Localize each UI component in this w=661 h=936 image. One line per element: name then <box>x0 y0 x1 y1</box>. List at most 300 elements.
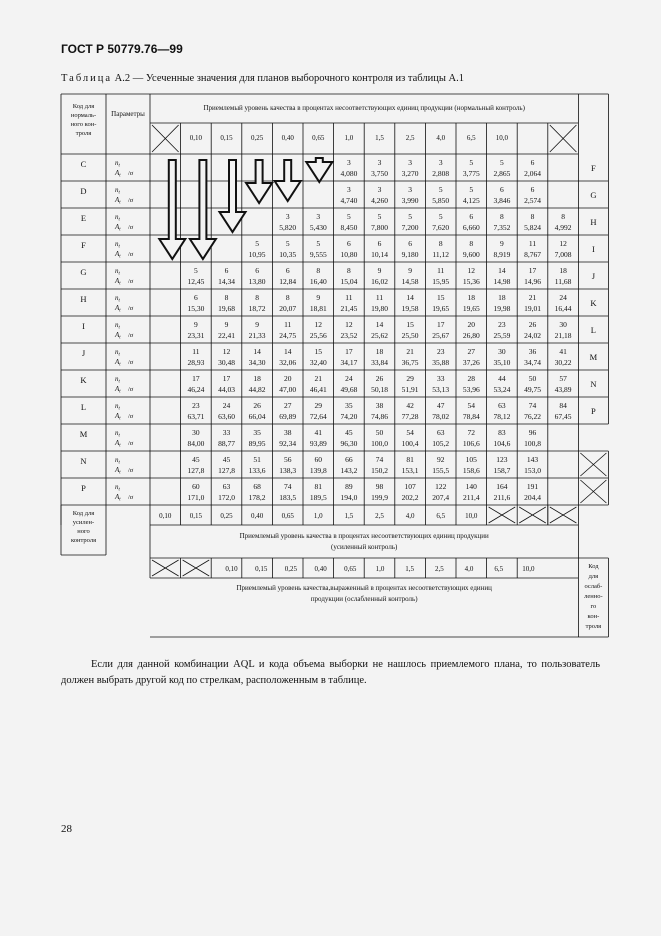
cell-a-value: 93,89 <box>309 439 327 448</box>
cell-a-value: 88,77 <box>218 439 235 448</box>
cell-n-value: 81 <box>406 455 414 464</box>
row-right-code: K <box>590 298 597 308</box>
cell-n-value: 41 <box>314 428 323 437</box>
cell-n-value: 5 <box>469 185 474 194</box>
cell-n-value: 6 <box>224 266 229 275</box>
cell-n-value: 14 <box>406 293 414 302</box>
cell-n-value: 84 <box>559 401 567 410</box>
cell-a-value: 4,125 <box>462 196 480 205</box>
cell-a-value: 4,080 <box>340 169 358 178</box>
cell-a-value: 199,9 <box>371 493 388 502</box>
cell-a-value: 18,72 <box>248 304 266 313</box>
aql-reduced-value: 1,0 <box>375 565 385 573</box>
cell-n-value: 17 <box>192 374 200 383</box>
cell-n-value: 9 <box>500 239 504 248</box>
cell-n-value: 38 <box>375 401 384 410</box>
cell-a-value: 171,0 <box>187 493 205 502</box>
cell-a-value: 189,5 <box>309 493 327 502</box>
cell-n-value: 17 <box>436 320 445 329</box>
aql-value-header: 1,0 <box>344 134 354 142</box>
cell-n-value: 3 <box>285 212 290 221</box>
cell-a-value: 15,04 <box>340 277 358 286</box>
down-arrow <box>246 160 272 203</box>
cell-a-value: 204,4 <box>524 493 541 502</box>
param-suffix: /σ <box>128 494 134 501</box>
param-suffix: /σ <box>128 278 134 285</box>
cell-n-value: 15 <box>406 320 414 329</box>
cell-a-value: 78,12 <box>493 412 511 421</box>
reduced-label: Приемлемый уровень качества,выраженный в процентах несоответствующих единиц <box>236 584 492 592</box>
cell-n-value: 30 <box>192 428 200 437</box>
cell-n-value: 8 <box>347 266 351 275</box>
param-n-label: $n_t$ <box>115 375 120 385</box>
tightened-code-header: Код для <box>72 510 95 517</box>
cell-a-value: 24,75 <box>279 331 297 340</box>
cell-a-value: 2,808 <box>432 169 450 178</box>
cell-n-value: 45 <box>192 455 200 464</box>
param-n-label: $n_t$ <box>115 294 120 304</box>
cell-n-value: 14 <box>498 266 506 275</box>
tightened-label: Приемлемый уровень качества в процентах несоответствующих единиц продукции <box>239 532 489 540</box>
down-arrow <box>159 160 185 259</box>
row-code: P <box>81 483 86 493</box>
aql-tightened-value: 0,10 <box>159 512 172 520</box>
param-n-label: $n_t$ <box>115 321 120 331</box>
param-suffix: /σ <box>128 251 134 258</box>
down-arrow <box>190 160 216 259</box>
cell-a-value: 5,824 <box>524 223 541 232</box>
aql-reduced-value: 0,25 <box>284 565 298 573</box>
cell-n-value: 23 <box>192 401 200 410</box>
param-n-label: $n_t$ <box>115 213 120 223</box>
aql-value-header: 10,0 <box>495 134 509 142</box>
cell-a-value: 24,02 <box>524 331 541 340</box>
cell-n-value: 26 <box>375 374 384 383</box>
cell-a-value: 44,03 <box>218 385 235 394</box>
cell-a-value: 53,13 <box>432 385 450 394</box>
cell-n-value: 89 <box>345 482 353 491</box>
row-code: J <box>81 348 86 358</box>
cell-a-value: 211,6 <box>493 493 511 502</box>
cell-a-value: 32,06 <box>279 358 297 367</box>
aql-tightened-value: 4,0 <box>405 512 415 520</box>
cell-a-value: 35,10 <box>493 358 511 367</box>
cell-a-value: 7,620 <box>432 223 450 232</box>
cell-a-value: 63,60 <box>218 412 235 421</box>
param-n-label: $n_t$ <box>115 456 120 466</box>
row-right-code: N <box>590 379 597 389</box>
reduced-code-header: троля <box>585 623 602 630</box>
cell-n-value: 6 <box>194 293 198 302</box>
cell-n-value: 5 <box>438 185 443 194</box>
cell-a-value: 12,84 <box>279 277 297 286</box>
cell-a-value: 172,0 <box>218 493 235 502</box>
cell-n-value: 11 <box>345 293 353 302</box>
aql-value-header: 2,5 <box>405 134 415 142</box>
row-right-code: G <box>590 190 597 200</box>
cell-a-value: 2,064 <box>524 169 541 178</box>
cell-n-value: 9 <box>194 320 198 329</box>
cell-n-value: 12 <box>467 266 476 275</box>
aql-value-header: 1,5 <box>375 134 384 142</box>
param-n-label: $n_t$ <box>115 348 120 358</box>
tightened-code-header: усилен- <box>72 519 95 526</box>
cell-a-value: 22,41 <box>218 331 235 340</box>
row-right-code: P <box>591 406 596 416</box>
cell-a-value: 44,82 <box>248 385 266 394</box>
cell-a-value: 150,2 <box>371 466 388 475</box>
param-a-label: $A_t$ <box>115 493 121 503</box>
param-n-label: $n_t$ <box>115 240 120 250</box>
cell-n-value: 63 <box>498 401 506 410</box>
cell-a-value: 36,75 <box>401 358 419 367</box>
cell-a-value: 76,22 <box>524 412 541 421</box>
cell-n-value: 105 <box>465 455 477 464</box>
cell-a-value: 100,8 <box>524 439 541 448</box>
cell-n-value: 18 <box>559 266 567 275</box>
cell-a-value: 14,98 <box>493 277 511 286</box>
code-column-header: нормаль- <box>70 112 97 119</box>
cell-a-value: 25,56 <box>309 331 327 340</box>
aql-tightened-value: 10,0 <box>465 512 478 520</box>
cell-n-value: 9 <box>316 293 321 302</box>
cell-n-value: 11 <box>192 347 200 356</box>
row-right-code: H <box>590 217 597 227</box>
cell-n-value: 30 <box>559 320 567 329</box>
code-column-header: Код для <box>72 103 95 110</box>
cell-a-value: 207,4 <box>432 493 450 502</box>
cell-a-value: 3,750 <box>371 169 388 178</box>
cell-a-value: 127,8 <box>187 466 205 475</box>
aql-value-header: 0,65 <box>312 134 325 142</box>
cell-a-value: 8,919 <box>493 250 511 259</box>
cell-n-value: 17 <box>528 266 537 275</box>
cell-a-value: 69,89 <box>279 412 297 421</box>
cell-n-value: 12 <box>559 239 567 248</box>
cell-a-value: 25,50 <box>401 331 419 340</box>
cell-n-value: 26 <box>528 320 537 329</box>
cell-n-value: 96 <box>528 428 537 437</box>
cell-a-value: 14,34 <box>218 277 235 286</box>
cell-n-value: 24 <box>222 401 231 410</box>
cell-a-value: 37,26 <box>462 358 480 367</box>
param-a-label: $A_t$ <box>115 196 121 206</box>
sampling-plans-table <box>61 94 603 637</box>
cell-n-value: 50 <box>375 428 384 437</box>
aql-reduced-value: 0,65 <box>344 565 357 573</box>
cell-n-value: 68 <box>253 482 261 491</box>
cell-a-value: 77,28 <box>401 412 419 421</box>
aql-reduced-value: 6,5 <box>494 565 504 573</box>
cell-n-value: 63 <box>436 428 445 437</box>
cell-n-value: 8 <box>316 266 321 275</box>
aql-reduced-value: 0,40 <box>314 565 327 573</box>
cell-n-value: 57 <box>559 374 567 383</box>
cell-a-value: 53,96 <box>462 385 480 394</box>
cell-n-value: 66 <box>345 455 353 464</box>
cell-n-value: 38 <box>283 428 292 437</box>
param-suffix: /σ <box>128 386 134 393</box>
row-code: H <box>80 294 87 304</box>
cell-a-value: 67,45 <box>554 412 572 421</box>
cell-n-value: 54 <box>467 401 476 410</box>
cell-a-value: 158,7 <box>493 466 511 475</box>
row-right-code: J <box>591 271 596 281</box>
cell-a-value: 143,2 <box>340 466 358 475</box>
row-right-code: M <box>589 352 598 362</box>
param-a-label: $A_t$ <box>115 169 121 179</box>
cell-n-value: 5 <box>347 212 351 221</box>
cell-n-value: 72 <box>467 428 476 437</box>
params-column-header: Параметры <box>111 110 145 118</box>
cell-a-value: 33,84 <box>371 358 388 367</box>
cell-n-value: 41 <box>559 347 567 356</box>
cell-a-value: 34,30 <box>248 358 266 367</box>
cell-a-value: 47,00 <box>279 385 297 394</box>
cell-a-value: 89,95 <box>248 439 266 448</box>
param-a-label: $A_t$ <box>115 412 121 422</box>
cell-n-value: 6 <box>500 185 504 194</box>
cell-n-value: 18 <box>253 374 261 383</box>
cell-n-value: 24 <box>345 374 353 383</box>
cell-n-value: 35 <box>345 401 353 410</box>
param-a-label: $A_t$ <box>115 223 121 233</box>
cell-a-value: 19,58 <box>401 304 419 313</box>
aql-reduced-value: 2,5 <box>434 565 444 573</box>
cell-n-value: 6 <box>255 266 259 275</box>
cell-n-value: 8 <box>255 293 259 302</box>
row-code: I <box>82 321 85 331</box>
param-n-label: $n_t$ <box>115 267 120 277</box>
cell-a-value: 25,62 <box>371 331 388 340</box>
cell-n-value: 21 <box>406 347 414 356</box>
param-a-label: $A_t$ <box>115 304 121 314</box>
reduced-code-header: ослаб- <box>584 583 603 590</box>
cell-a-value: 5,820 <box>279 223 297 232</box>
code-column-header: троля <box>75 130 92 137</box>
cell-a-value: 4,260 <box>371 196 388 205</box>
code-column-header: ного кон- <box>70 121 97 128</box>
param-suffix: /σ <box>128 224 134 231</box>
cell-n-value: 33 <box>436 374 445 383</box>
aql-tightened-value: 0,65 <box>281 512 294 520</box>
param-suffix: /σ <box>128 305 134 312</box>
footnote-paragraph: Если для данной комбинации AQL и кода объема выборки не нашлось приемлемого плана, то пользователь должен выбрать другой код по стрелкам, расположенным в таблице. <box>61 659 600 686</box>
aql-value-header: 0,40 <box>281 134 294 142</box>
row-right-code: I <box>591 244 595 254</box>
reduced-label: продукции (ослабленный контроль) <box>310 595 418 603</box>
cell-a-value: 10,35 <box>279 250 297 259</box>
cell-a-value: 74,86 <box>371 412 388 421</box>
param-a-label: $A_t$ <box>115 439 121 449</box>
row-code: M <box>79 429 88 439</box>
cell-n-value: 6 <box>285 266 290 275</box>
cell-a-value: 10,95 <box>248 250 266 259</box>
reduced-code-header: кон- <box>587 613 600 620</box>
cell-a-value: 72,64 <box>309 412 327 421</box>
cell-a-value: 23,52 <box>340 331 358 340</box>
down-arrow <box>306 158 332 182</box>
cell-a-value: 15,30 <box>187 304 205 313</box>
cell-a-value: 49,68 <box>340 385 358 394</box>
cell-a-value: 53,24 <box>493 385 511 394</box>
cell-a-value: 14,58 <box>401 277 419 286</box>
cell-n-value: 3 <box>316 212 321 221</box>
cell-n-value: 9 <box>408 266 412 275</box>
cell-a-value: 11,68 <box>554 277 572 286</box>
cell-a-value: 7,352 <box>493 223 511 232</box>
cell-n-value: 23 <box>436 347 445 356</box>
cell-a-value: 6,660 <box>462 223 480 232</box>
cell-a-value: 35,88 <box>432 358 450 367</box>
cell-n-value: 8 <box>224 293 229 302</box>
aql-value-header: 0,15 <box>220 134 233 142</box>
cell-n-value: 63 <box>222 482 231 491</box>
cell-n-value: 6 <box>347 239 351 248</box>
aql-reduced-value: 1,5 <box>405 565 415 573</box>
cell-n-value: 164 <box>496 482 508 491</box>
tightened-code-header: ного <box>77 528 90 535</box>
cell-a-value: 5,850 <box>432 196 450 205</box>
table-grid <box>61 94 603 637</box>
cell-a-value: 7,200 <box>401 223 419 232</box>
cell-a-value: 78,84 <box>462 412 480 421</box>
cell-n-value: 27 <box>283 401 292 410</box>
cell-a-value: 25,67 <box>432 331 450 340</box>
cell-n-value: 8 <box>285 293 290 302</box>
tightened-label: (усиленный контроль) <box>331 543 398 551</box>
cell-a-value: 96,30 <box>340 439 358 448</box>
aql-reduced-value: 4,0 <box>464 565 474 573</box>
row-code: D <box>80 186 87 196</box>
cell-n-value: 98 <box>375 482 384 491</box>
cell-n-value: 3 <box>408 185 412 194</box>
cell-a-value: 9,555 <box>309 250 327 259</box>
cell-a-value: 139,8 <box>309 466 327 475</box>
param-a-label: $A_t$ <box>115 331 121 341</box>
cell-n-value: 74 <box>375 455 384 464</box>
cell-n-value: 3 <box>377 158 382 167</box>
cell-n-value: 54 <box>406 428 414 437</box>
reduced-code-header: Код <box>588 563 599 570</box>
cell-n-value: 11 <box>284 320 292 329</box>
cell-a-value: 19,65 <box>462 304 480 313</box>
cell-n-value: 6 <box>530 185 535 194</box>
caption-label: Таблица <box>61 73 113 84</box>
cell-n-value: 5 <box>255 239 259 248</box>
cell-n-value: 9 <box>255 320 259 329</box>
cell-a-value: 2,574 <box>524 196 541 205</box>
cell-n-value: 18 <box>498 293 506 302</box>
cell-n-value: 12 <box>222 347 231 356</box>
cell-n-value: 56 <box>283 455 292 464</box>
cell-n-value: 8 <box>469 239 474 248</box>
cell-a-value: 8,767 <box>524 250 541 259</box>
aql-value-header: 6,5 <box>466 134 476 142</box>
cell-a-value: 19,98 <box>493 304 511 313</box>
cell-n-value: 26 <box>253 401 261 410</box>
cell-n-value: 14 <box>283 347 292 356</box>
cell-a-value: 74,20 <box>340 412 358 421</box>
cell-n-value: 5 <box>377 212 382 221</box>
cell-a-value: 15,95 <box>432 277 450 286</box>
cell-n-value: 8 <box>530 212 535 221</box>
reduced-code-header: для <box>588 573 599 580</box>
param-suffix: /σ <box>128 332 134 339</box>
row-code: K <box>80 375 87 385</box>
cell-a-value: 19,01 <box>524 304 541 313</box>
cell-a-value: 19,68 <box>218 304 235 313</box>
param-n-label: $n_t$ <box>115 429 120 439</box>
cell-n-value: 3 <box>347 158 351 167</box>
cell-a-value: 104,6 <box>493 439 511 448</box>
cell-a-value: 3,990 <box>401 196 419 205</box>
row-code: F <box>81 240 86 250</box>
cell-a-value: 32,40 <box>309 358 327 367</box>
param-suffix: /σ <box>128 197 134 204</box>
cell-n-value: 81 <box>314 482 323 491</box>
cell-n-value: 107 <box>404 482 416 491</box>
param-suffix: /σ <box>128 413 134 420</box>
cell-a-value: 5,430 <box>309 223 327 232</box>
aql-tightened-value: 0,15 <box>189 512 203 520</box>
cell-a-value: 21,33 <box>248 331 266 340</box>
cell-n-value: 60 <box>192 482 200 491</box>
cell-n-value: 17 <box>345 347 353 356</box>
cell-a-value: 16,44 <box>554 304 572 313</box>
cell-n-value: 8 <box>500 212 504 221</box>
cell-n-value: 21 <box>314 374 323 383</box>
cell-n-value: 8 <box>438 239 443 248</box>
page-number: 28 <box>61 823 72 835</box>
reduced-code-header: го <box>590 603 597 610</box>
cell-n-value: 3 <box>438 158 443 167</box>
cell-a-value: 84,00 <box>187 439 205 448</box>
cell-n-value: 11 <box>437 266 445 275</box>
cell-n-value: 28 <box>467 374 476 383</box>
cell-a-value: 153,0 <box>524 466 541 475</box>
cell-a-value: 138,3 <box>279 466 297 475</box>
cell-n-value: 3 <box>377 185 382 194</box>
cell-n-value: 24 <box>559 293 567 302</box>
param-a-label: $A_t$ <box>115 277 121 287</box>
cell-n-value: 15 <box>314 347 323 356</box>
cell-n-value: 45 <box>345 428 353 437</box>
cell-a-value: 133,6 <box>248 466 266 475</box>
cell-a-value: 127,8 <box>218 466 235 475</box>
param-n-label: $n_t$ <box>115 402 120 412</box>
cell-a-value: 3,846 <box>493 196 511 205</box>
cell-a-value: 50,18 <box>371 385 388 394</box>
cell-a-value: 3,775 <box>462 169 480 178</box>
aql-reduced-value: 10,0 <box>522 565 535 573</box>
cell-a-value: 66,04 <box>248 412 266 421</box>
param-n-label: $n_t$ <box>115 186 120 196</box>
cell-n-value: 60 <box>314 455 323 464</box>
cell-a-value: 51,91 <box>401 385 419 394</box>
cell-n-value: 6 <box>469 212 474 221</box>
reduced-code-header: ленно- <box>584 593 603 600</box>
cell-a-value: 10,14 <box>371 250 388 259</box>
cell-a-value: 16,40 <box>309 277 327 286</box>
cell-n-value: 8 <box>561 212 565 221</box>
param-n-label: $n_t$ <box>115 483 120 493</box>
cell-n-value: 11 <box>528 239 537 248</box>
cell-n-value: 12 <box>314 320 323 329</box>
cell-a-value: 155,5 <box>432 466 450 475</box>
aql-tightened-value: 6,5 <box>436 512 446 520</box>
cell-a-value: 43,89 <box>554 385 572 394</box>
